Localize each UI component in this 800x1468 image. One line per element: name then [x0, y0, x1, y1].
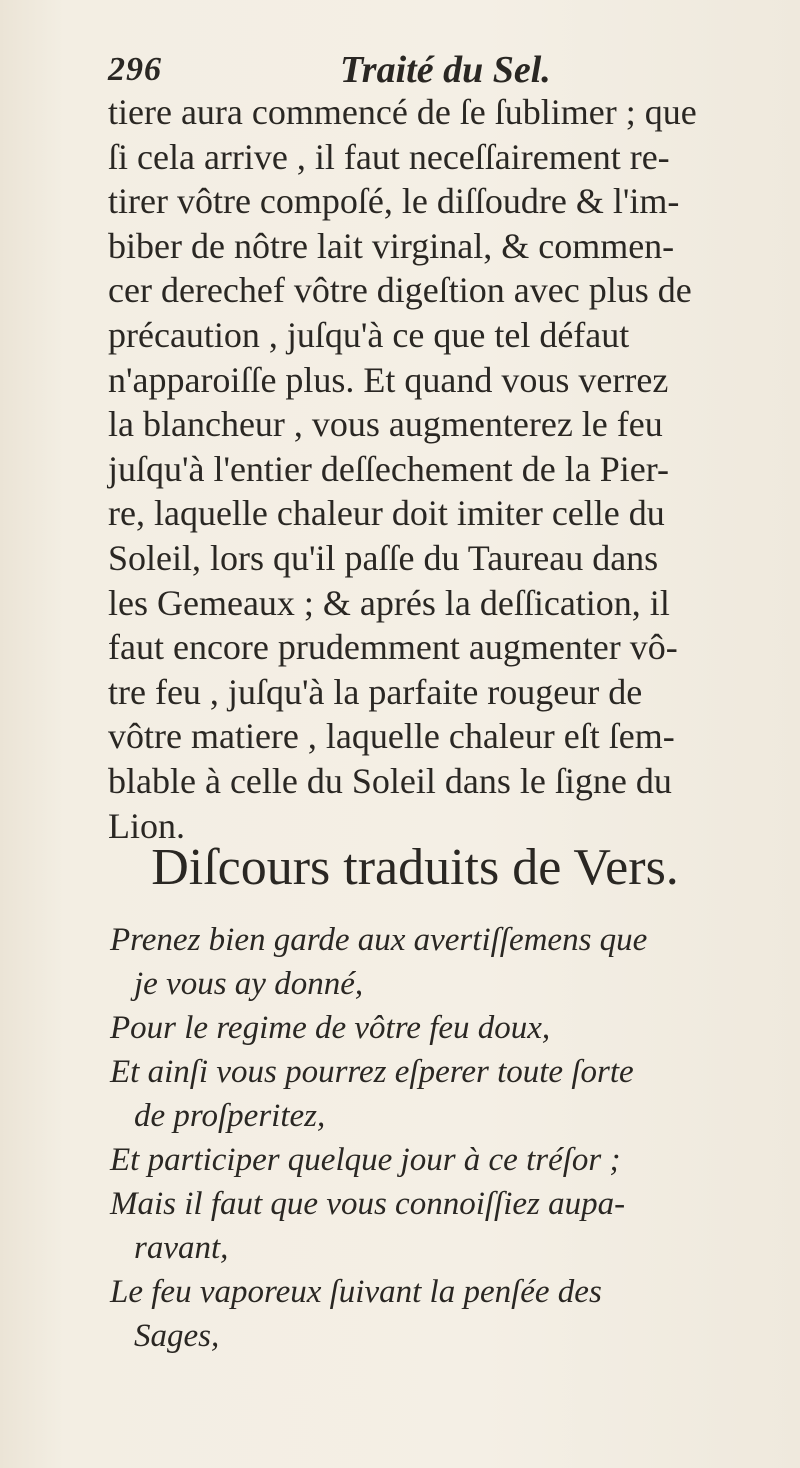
verse-line: Mais il faut que vous connoiſſiez aupa-: [110, 1186, 626, 1222]
text-line: vôtre matiere , laquelle chaleur eſt ſem-: [108, 716, 675, 757]
text-line: tre feu , juſqu'à la parfaite rougeur de: [108, 671, 643, 712]
verse-line: je vous ay donné,: [134, 966, 364, 1002]
running-title: Traité du Sel.: [340, 49, 551, 91]
text-line: Soleil, lors qu'il paſſe du Taureau dans: [108, 537, 659, 578]
text-line: la blancheur , vous augmenterez le feu: [108, 404, 663, 445]
text-line: les Gemeaux ; & aprés la deſſication, il: [108, 582, 670, 623]
text-line: re, laquelle chaleur doit imiter celle du: [108, 493, 665, 534]
verse-block: [110, 918, 770, 1358]
text-line: Lion.: [108, 805, 185, 846]
text-line: cer derechef vôtre digeſtion avec plus de: [108, 270, 692, 311]
text-line: blable à celle du Soleil dans le ſigne du: [108, 760, 672, 801]
verse-line: Sages,: [134, 1318, 220, 1354]
page-header: [108, 50, 740, 90]
verse-line: Et participer quelque jour à ce tréſor ;: [110, 1142, 621, 1178]
text-line: faut encore prudemment augmenter vô-: [108, 627, 678, 668]
section-heading: Diſcours traduits de Vers.: [151, 839, 679, 896]
verse-line: de proſperitez,: [134, 1098, 326, 1134]
text-line: ſi cela arrive , il faut neceſſairement re-: [108, 136, 670, 177]
verse-line: ravant,: [134, 1230, 229, 1266]
text-line: précaution , juſqu'à ce que tel défaut: [108, 314, 630, 355]
body-text: [108, 90, 768, 848]
verse-line: Prenez bien garde aux avertiſſemens que: [110, 922, 648, 958]
text-line: tirer vôtre compoſé, le diſſoudre & l'im-: [108, 181, 680, 222]
verse-line: Pour le regime de vôtre feu doux,: [110, 1010, 551, 1046]
text-line: biber de nôtre lait virginal, & commen-: [108, 225, 675, 266]
text-line: tiere aura commencé de ſe ſublimer ; que: [108, 92, 697, 132]
verse-line: Le feu vaporeux ſuivant la penſée des: [110, 1274, 602, 1310]
text-line: juſqu'à l'entier deſſechement de la Pier-: [108, 448, 670, 489]
page-number: 296: [108, 51, 162, 88]
verse-line: Et ainſi vous pourrez eſperer toute ſorte: [110, 1054, 634, 1090]
text-line: n'apparoiſſe plus. Et quand vous verrez: [108, 359, 669, 400]
